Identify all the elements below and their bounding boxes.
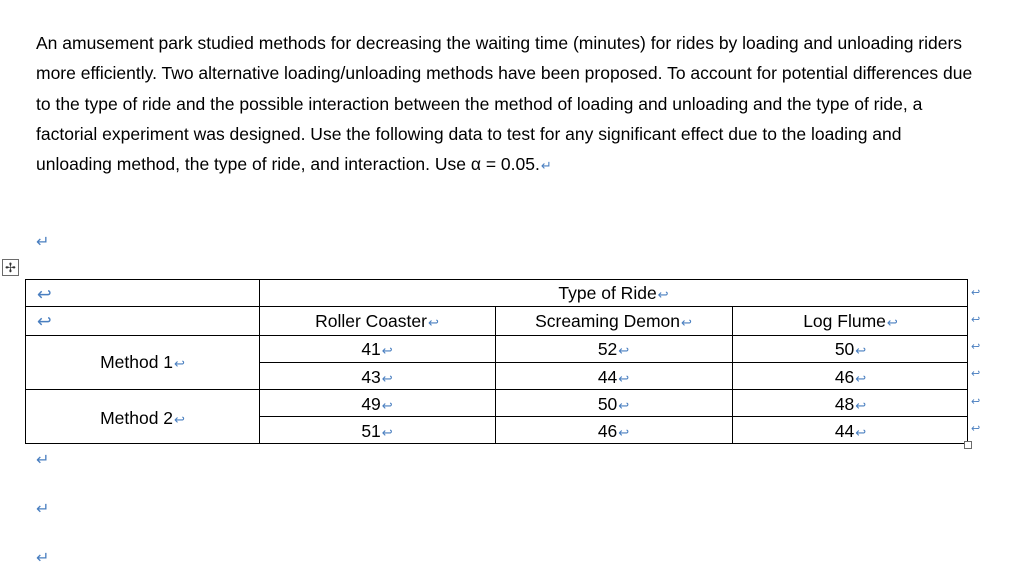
column-header-roller-coaster: Roller Coaster↩ (315, 311, 439, 331)
table-cell: 48↩ (834, 394, 867, 414)
empty-paragraph-mark-icon: ↵ (36, 501, 50, 518)
row-end-mark-icon: ↩ (971, 368, 981, 380)
table-cell: 46↩ (597, 421, 630, 441)
table-divider (26, 335, 967, 336)
cell-end-mark-icon: ↩ (37, 284, 52, 304)
empty-paragraph-mark-icon: ↵ (36, 452, 50, 469)
question-text: An amusement park studied methods for decreasing the waiting time (minutes) for rides by loading and unloading riders more efficiently. Two alternative loading/unloading methods have been proposed. To account for potential differences due to the type of ride and the possible interaction between the method of loading and unloading and the type of ride, a factorial experiment was designed. Use the following data to test for any significant effect due to the loading and unloading method, the type of ride, and interaction. Use α = 0.05. (36, 33, 973, 175)
paragraph-mark-icon: ↵ (540, 158, 552, 174)
row-label-method-2: Method 2↩ (100, 408, 185, 428)
table-cell: 50↩ (834, 339, 867, 359)
table-divider (259, 362, 967, 363)
table-cell: 43↩ (361, 367, 393, 387)
table-resize-handle[interactable] (964, 441, 972, 449)
row-end-mark-icon: ↩ (971, 423, 981, 435)
row-end-mark-icon: ↩ (971, 396, 981, 408)
table-cell: 46↩ (834, 367, 867, 387)
table-divider (26, 306, 967, 307)
column-header-log-flume: Log Flume↩ (803, 311, 898, 331)
data-table (25, 279, 968, 444)
empty-paragraph-mark-icon: ↵ (36, 234, 50, 251)
table-cell: 51↩ (361, 421, 393, 441)
empty-paragraph-mark-icon: ↵ (36, 550, 50, 567)
question-paragraph (36, 28, 976, 181)
table-cell: 44↩ (834, 421, 867, 441)
table-cell: 44↩ (597, 367, 630, 387)
row-end-mark-icon: ↩ (971, 341, 981, 353)
table-cell: 50↩ (597, 394, 630, 414)
cell-end-mark-icon: ↩ (37, 311, 52, 331)
table-cell: 52↩ (597, 339, 630, 359)
table-move-handle-icon[interactable]: ✢ (2, 259, 19, 276)
row-end-mark-icon: ↩ (971, 314, 981, 326)
table-cell: 49↩ (361, 394, 393, 414)
column-header-screaming-demon: Screaming Demon↩ (535, 311, 692, 331)
table-cell: 41↩ (361, 339, 393, 359)
row-end-mark-icon: ↩ (971, 287, 981, 299)
table-header-type-of-ride: Type of Ride↩ (558, 283, 669, 303)
row-label-method-1: Method 1↩ (100, 352, 185, 372)
